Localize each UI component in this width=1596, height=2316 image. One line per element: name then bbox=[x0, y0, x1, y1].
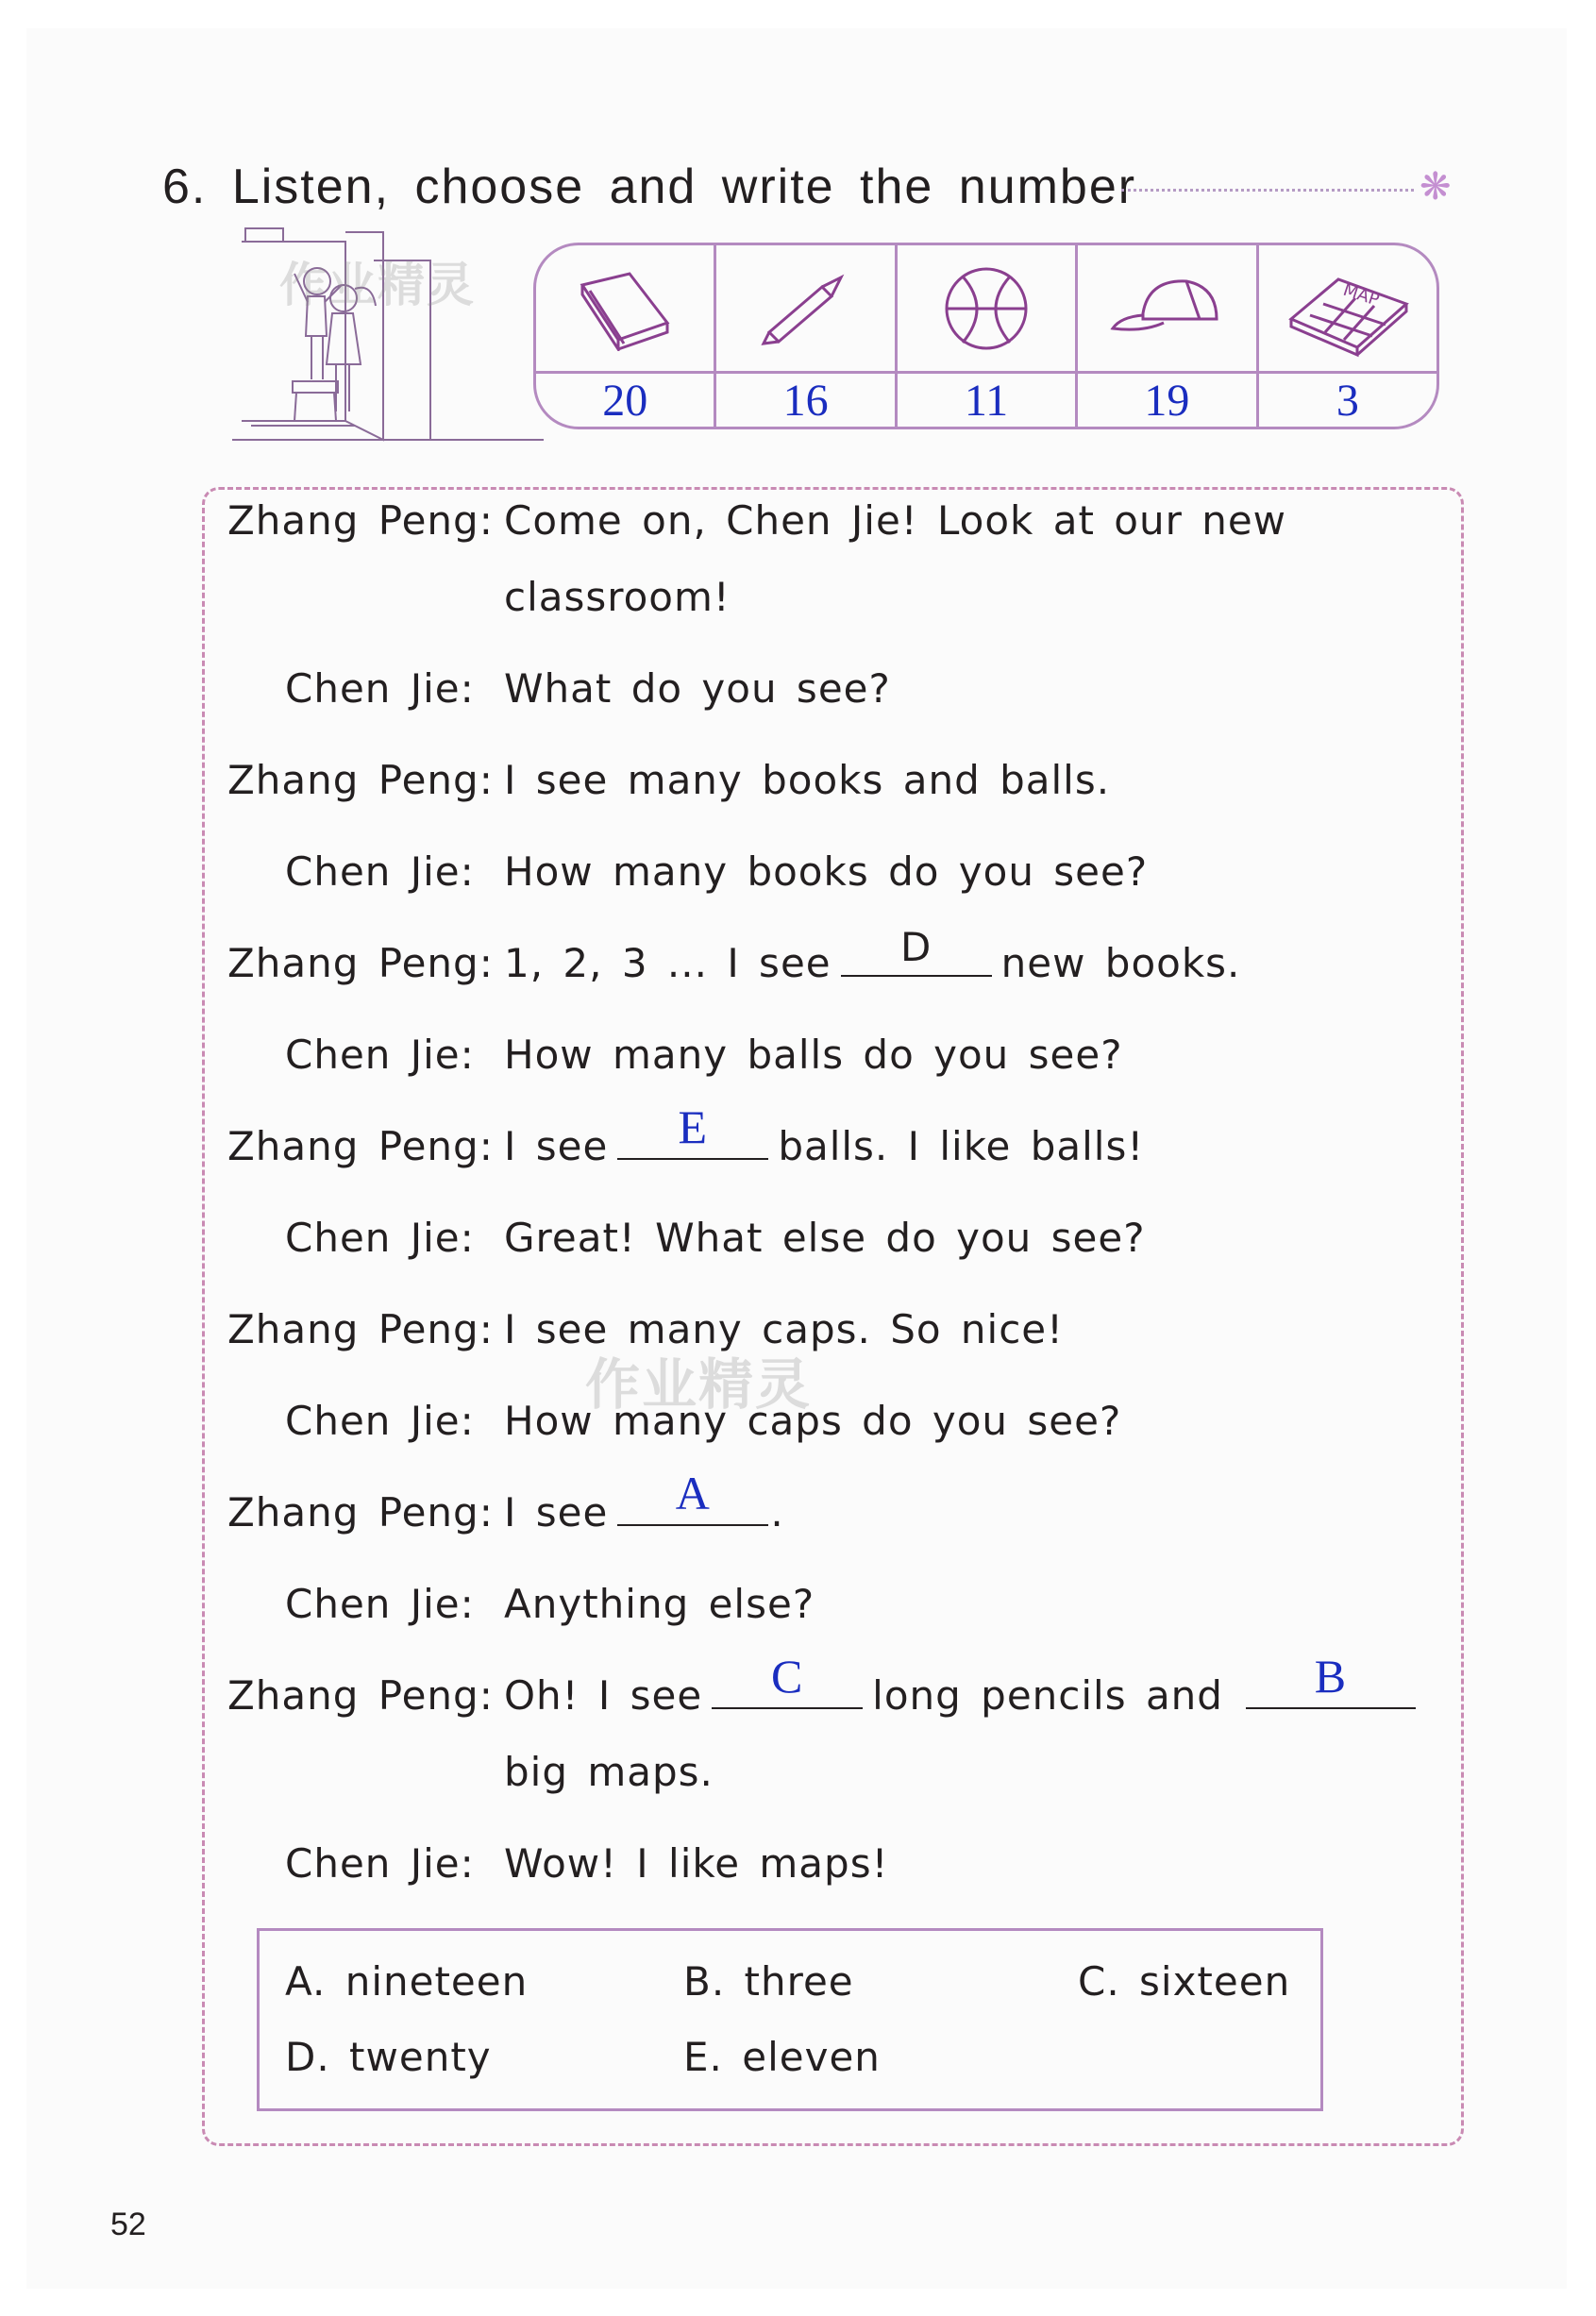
item-ball bbox=[898, 245, 1078, 427]
cap-icon bbox=[1105, 266, 1228, 351]
option-c: C. sixteen bbox=[1078, 1958, 1291, 2005]
speaker-label: Chen Jie: bbox=[285, 848, 475, 895]
utterance: How many caps do you see? bbox=[504, 1398, 1122, 1444]
utterance: How many balls do you see? bbox=[504, 1032, 1123, 1078]
speaker-label: Chen Jie: bbox=[285, 1032, 475, 1078]
speaker-label: Zhang Peng: bbox=[227, 940, 494, 986]
flower-icon: ❋ bbox=[1420, 165, 1452, 209]
option-b: B. three bbox=[683, 1958, 854, 2005]
speaker-label: Zhang Peng: bbox=[227, 757, 494, 803]
svg-text:MAP: MAP bbox=[1340, 279, 1382, 310]
item-number: 16 bbox=[782, 375, 829, 426]
answer-blank[interactable] bbox=[712, 1650, 863, 1709]
utterance: big maps. bbox=[504, 1749, 714, 1795]
utterance: I see E balls. I like balls! bbox=[504, 1100, 1145, 1169]
speaker-label: Zhang Peng: bbox=[227, 497, 494, 544]
items-strip bbox=[533, 243, 1439, 429]
utterance: I see many books and balls. bbox=[504, 757, 1111, 803]
speaker-label: Zhang Peng: bbox=[227, 1123, 494, 1169]
item-pencil bbox=[716, 245, 897, 427]
answer-letter: A bbox=[675, 1467, 711, 1519]
utterance: What do you see? bbox=[504, 665, 891, 712]
answer-blank[interactable] bbox=[617, 1467, 768, 1526]
utterance: I see A . bbox=[504, 1467, 784, 1536]
utterance: Wow! I like maps! bbox=[504, 1840, 889, 1887]
utterance: How many books do you see? bbox=[504, 848, 1149, 895]
speaker-label: Chen Jie: bbox=[285, 665, 475, 712]
item-map bbox=[1259, 245, 1436, 427]
answer-blank[interactable] bbox=[1246, 1650, 1416, 1709]
utterance: classroom! bbox=[504, 574, 731, 620]
item-number: 20 bbox=[602, 375, 648, 426]
pencil-icon bbox=[754, 266, 858, 351]
page-number: 52 bbox=[110, 2207, 146, 2242]
option-a: A. nineteen bbox=[285, 1958, 529, 2005]
item-book bbox=[536, 245, 716, 427]
answer-letter: C bbox=[770, 1650, 804, 1703]
item-cap bbox=[1078, 245, 1258, 427]
answer-letter: D bbox=[899, 924, 932, 970]
speaker-label: Zhang Peng: bbox=[227, 1306, 494, 1352]
utterance: Come on, Chen Jie! Look at our new bbox=[504, 497, 1287, 544]
watermark-top: 作业精灵 bbox=[279, 258, 476, 312]
option-d: D. twenty bbox=[285, 2034, 492, 2080]
utterance: I see many caps. So nice! bbox=[504, 1306, 1064, 1352]
book-icon bbox=[573, 266, 677, 351]
options-box bbox=[257, 1928, 1323, 2111]
utterance: Oh! I see C long pencils and B bbox=[504, 1672, 1425, 1719]
speaker-label: Chen Jie: bbox=[285, 1581, 475, 1627]
utterance: Anything else? bbox=[504, 1581, 815, 1627]
answer-letter: B bbox=[1314, 1650, 1348, 1703]
speaker-label: Chen Jie: bbox=[285, 1840, 475, 1887]
map-icon bbox=[1282, 257, 1414, 361]
item-number: 11 bbox=[964, 375, 1009, 426]
answer-blank[interactable] bbox=[617, 1100, 768, 1160]
utterance: 1, 2, 3 ... I see D new books. bbox=[504, 924, 1241, 986]
item-number: 19 bbox=[1144, 375, 1190, 426]
utterance: Great! What else do you see? bbox=[504, 1215, 1146, 1261]
speaker-label: Zhang Peng: bbox=[227, 1489, 494, 1536]
speaker-label: Chen Jie: bbox=[285, 1215, 475, 1261]
item-number: 3 bbox=[1336, 375, 1359, 426]
speaker-label: Zhang Peng: bbox=[227, 1672, 494, 1719]
option-e: E. eleven bbox=[683, 2034, 881, 2080]
ball-icon bbox=[934, 261, 1038, 356]
title-dotted-rule bbox=[1121, 189, 1414, 192]
watermark-middle: 作业精灵 bbox=[585, 1352, 813, 1417]
speaker-label: Chen Jie: bbox=[285, 1398, 475, 1444]
answer-blank[interactable] bbox=[841, 924, 992, 977]
answer-letter: E bbox=[678, 1100, 709, 1153]
exercise-title: 6. Listen, choose and write the number bbox=[162, 159, 1137, 214]
